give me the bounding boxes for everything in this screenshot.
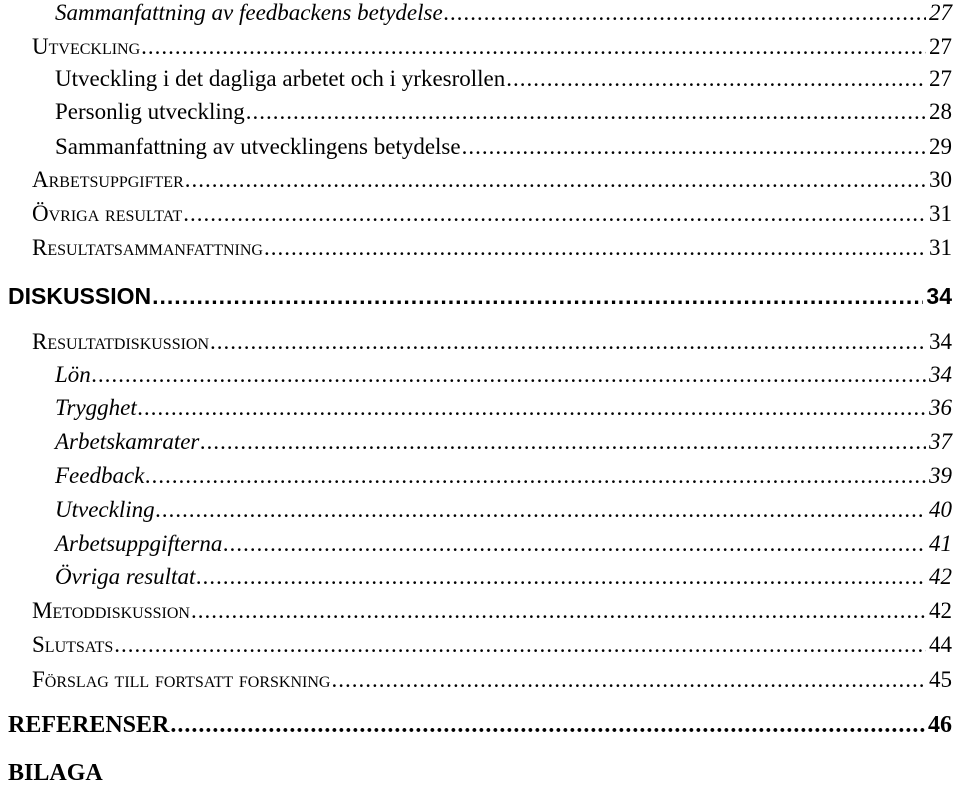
toc-entry[interactable] xyxy=(55,134,952,160)
toc-entry-page: 27 xyxy=(929,66,952,91)
toc-entry[interactable] xyxy=(55,463,952,489)
toc-entry-page: 34 xyxy=(929,329,952,354)
toc-entry[interactable] xyxy=(32,667,952,693)
toc-entry-title: Personlig utveckling xyxy=(55,99,245,124)
toc-entry-page: 39 xyxy=(929,463,952,488)
toc-leader-dots xyxy=(92,362,926,388)
toc-entry-title: Utveckling xyxy=(32,34,141,59)
toc-entry[interactable] xyxy=(55,497,952,523)
toc-leader-dots xyxy=(444,0,926,26)
toc-leader-dots xyxy=(152,283,923,310)
toc-leader-dots xyxy=(246,99,926,125)
toc-entry-page: 31 xyxy=(929,201,952,226)
toc-entry-title: Arbetsuppgifterna xyxy=(55,531,223,556)
toc-entry-page: 30 xyxy=(929,167,952,192)
toc-entry-title: Feedback xyxy=(55,463,145,488)
toc-entry-page: 34 xyxy=(926,283,952,309)
toc-leader-dots xyxy=(191,598,926,624)
toc-entry-title: DISKUSSION xyxy=(8,283,152,309)
toc-entry-title: Sammanfattning av feedbackens betydelse xyxy=(55,0,443,25)
toc-entry-title: Resultatdiskussion xyxy=(32,329,210,354)
toc-entry-title: Övriga resultat xyxy=(55,564,196,589)
toc-entry[interactable] xyxy=(55,99,952,125)
toc-entry-title: Arbetsuppgifter xyxy=(32,167,184,192)
toc-entry[interactable] xyxy=(55,66,952,92)
toc-leader-dots xyxy=(185,167,926,193)
toc-leader-dots xyxy=(145,463,926,489)
toc-entry-title: Övriga resultat xyxy=(32,201,183,226)
toc-entry-page: 46 xyxy=(928,712,952,738)
toc-leader-dots xyxy=(210,329,926,355)
toc-entry[interactable] xyxy=(55,395,952,421)
toc-leader-dots xyxy=(196,564,926,590)
toc-entry-title: Trygghet xyxy=(55,395,137,420)
toc-entry-title: Metoddiskussion xyxy=(32,598,190,623)
toc-entry-page: 45 xyxy=(929,667,952,692)
toc-entry-page: 31 xyxy=(929,235,952,260)
toc-entry-page: 42 xyxy=(929,564,952,589)
toc-entry-title: REFERENSER xyxy=(8,712,170,738)
toc-entry[interactable] xyxy=(32,598,952,624)
toc-entry-page: 28 xyxy=(929,99,952,124)
toc-entry-title: Lön xyxy=(55,362,91,387)
toc-leader-dots xyxy=(156,497,926,523)
toc-entry-chapter[interactable] xyxy=(8,760,103,787)
toc-leader-dots xyxy=(462,134,926,160)
toc-entry-title: BILAGA xyxy=(8,760,103,786)
toc-entry[interactable] xyxy=(32,167,952,193)
toc-leader-dots xyxy=(223,531,926,557)
toc-entry[interactable] xyxy=(32,329,952,355)
toc-entry-page: 40 xyxy=(929,497,952,522)
toc-leader-dots xyxy=(331,667,926,693)
toc-entry-title: Utveckling i det dagliga arbetet och i yrkesrollen xyxy=(55,66,506,91)
toc-entry-title: Resultatsammanfattning xyxy=(32,235,263,260)
toc-entry-title: Utveckling xyxy=(55,497,155,522)
toc-entry-page: 27 xyxy=(929,34,952,59)
toc-leader-dots xyxy=(183,201,926,227)
toc-entry-page: 37 xyxy=(929,429,952,454)
toc-entry[interactable] xyxy=(55,564,952,590)
toc-entry-page: 42 xyxy=(929,598,952,623)
toc-leader-dots xyxy=(264,235,926,261)
toc-entry-title: Slutsats xyxy=(32,632,114,657)
toc-leader-dots xyxy=(200,429,926,455)
toc-entry-page: 41 xyxy=(929,531,952,556)
toc-entry[interactable] xyxy=(55,362,952,388)
toc-entry-page: 44 xyxy=(929,632,952,657)
toc-entry[interactable] xyxy=(55,0,952,26)
toc-leader-dots xyxy=(141,34,926,60)
toc-leader-dots xyxy=(170,712,925,739)
toc-entry-page: 27 xyxy=(929,0,952,25)
toc-leader-dots xyxy=(114,632,926,658)
toc-entry-page: 34 xyxy=(929,362,952,387)
toc-entry[interactable] xyxy=(32,632,952,658)
toc-entry[interactable] xyxy=(55,429,952,455)
toc-entry[interactable] xyxy=(32,34,952,60)
toc-entry-page: 36 xyxy=(929,395,952,420)
toc-entry-chapter[interactable] xyxy=(8,283,952,310)
toc-entry-title: Sammanfattning av utvecklingens betydelse xyxy=(55,134,461,159)
toc-entry[interactable] xyxy=(55,531,952,557)
toc-entry-chapter[interactable] xyxy=(8,712,952,739)
toc-entry[interactable] xyxy=(32,235,952,261)
toc-entry-title: Förslag till fortsatt forskning xyxy=(32,667,331,692)
toc-leader-dots xyxy=(138,395,926,421)
toc-entry[interactable] xyxy=(32,201,952,227)
toc-leader-dots xyxy=(506,66,926,92)
toc-entry-title: Arbetskamrater xyxy=(55,429,200,454)
toc-entry-page: 29 xyxy=(929,134,952,159)
